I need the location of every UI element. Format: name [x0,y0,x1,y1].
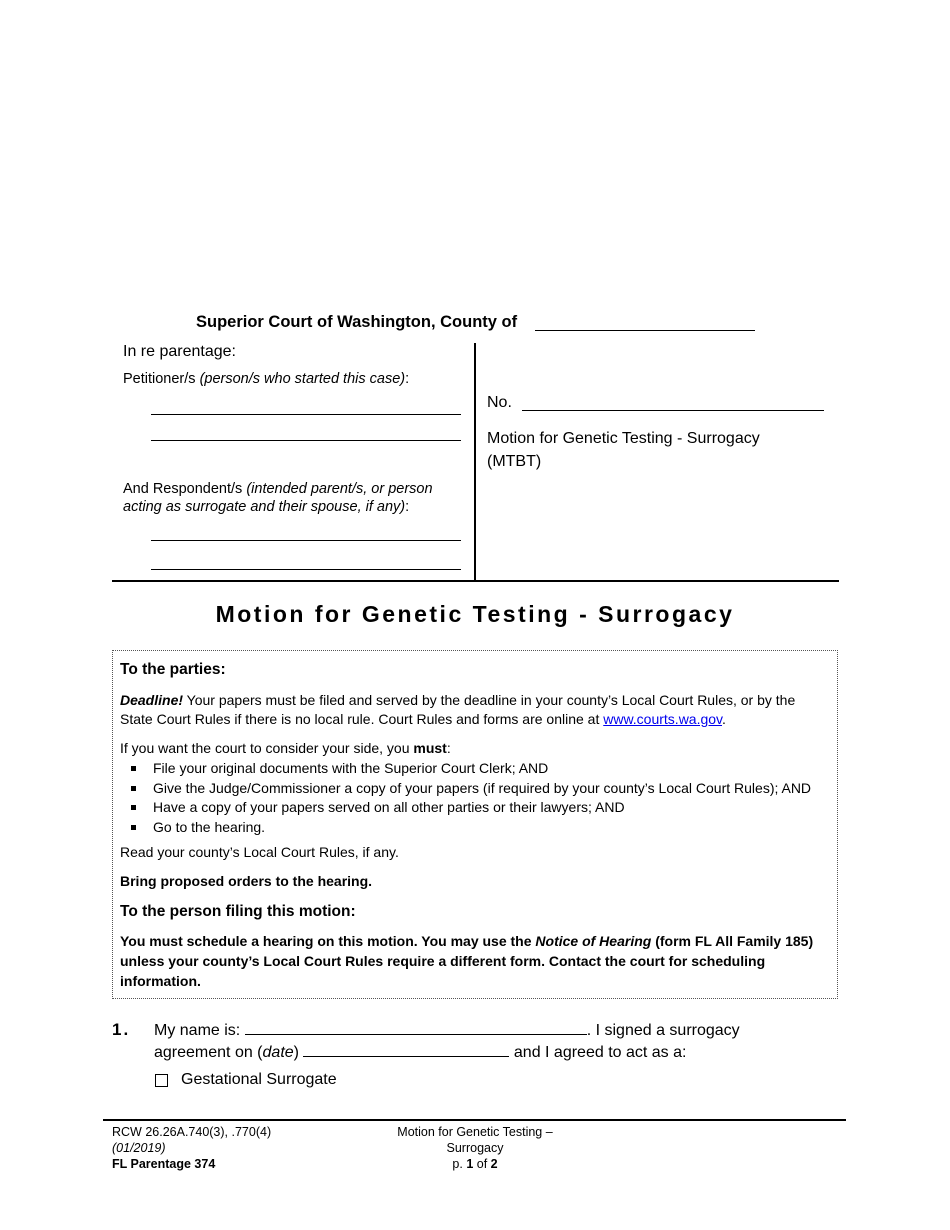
list-item [131,818,811,838]
bullet-icon [131,786,136,791]
footer-date: (01/2019) [112,1141,166,1155]
in-re-label: In re parentage: [123,343,236,360]
respondent-note: (intended parent/s, or person acting as surrogate and their spouse, if any) [123,481,433,515]
page-current: 1 [466,1157,474,1171]
agreement-close: ) [293,1044,299,1061]
petitioner-name-field-1[interactable] [151,414,461,415]
caption-title-line1: Motion for Genetic Testing - Surrogacy [487,430,760,447]
consider-text: If you want the court to consider your side, you [120,740,414,756]
list-item-text: Have a copy of your papers served on all other parties or their lawyers; AND [153,799,625,815]
local-rules-text: Read your county’s Local Court Rules, if any. [120,844,399,860]
respondent-name-field-2[interactable] [151,569,461,570]
bring-orders-text: Bring proposed orders to the hearing. [120,873,373,889]
caption-title-line2: (MTBT) [487,453,542,470]
court-title: Superior Court of Washington, County of [196,313,518,331]
footer-title [370,1124,580,1172]
deadline-end: . [722,711,726,727]
filer-heading: To the person filing this motion: [120,903,356,920]
list-item-text: Go to the hearing. [153,818,266,835]
petitioner-colon: : [405,371,410,387]
must-word: must [413,740,447,756]
page-number [370,1156,580,1172]
agreement-on-label: agreement on ( [154,1044,263,1061]
county-name-field[interactable] [535,330,755,331]
to-parties-heading: To the parties: [120,661,226,678]
date-word: date [262,1044,294,1061]
case-no-field[interactable] [522,410,824,411]
page-of: of [473,1157,491,1171]
gestational-surrogate-checkbox[interactable] [155,1074,168,1087]
schedule-paragraph [120,931,826,991]
agreed-text: and I agreed to act as a: [513,1044,687,1061]
bullet-icon [131,766,136,771]
footer-form-id: FL Parentage 374 [112,1157,216,1171]
respondent-label-text: And Respondent/s [123,481,243,497]
page-total: 2 [490,1157,498,1171]
petitioner-note: (person/s who started this case) [199,371,406,387]
page-prefix: p. [452,1157,467,1171]
list-item [131,779,811,799]
courts-link[interactable]: www.courts.wa.gov [603,711,723,727]
petitioner-name-field-2[interactable] [151,440,461,441]
respondent-colon: : [405,499,410,515]
deadline-label: Deadline! [120,692,184,708]
footer-title-line1: Motion for Genetic Testing – [397,1125,553,1139]
consider-end: : [446,740,451,756]
footer-form-info [112,1124,271,1172]
schedule-text-2: (form FL All Family 185) unless your county’s Local Court Rules require a different form. Contact the court for scheduling information. [120,933,814,989]
deadline-paragraph [120,691,820,729]
gestational-surrogate-label: Gestational Surrogate [181,1071,337,1088]
caption-document-title [487,427,817,473]
item-line-1 [154,1020,740,1040]
consider-paragraph [120,739,451,758]
footer-rcw: RCW 26.26A.740(3), .770(4) [112,1125,272,1139]
petitioner-label [123,371,409,387]
my-name-field[interactable] [245,1020,587,1035]
list-item-text: File your original documents with the Superior Court Clerk; AND [153,760,549,776]
respondent-label [123,480,468,516]
list-item [131,759,811,779]
footer-title-line2: Surrogacy [446,1141,504,1155]
agreement-date-field[interactable] [303,1042,509,1057]
signed-text: . I signed a surrogacy [586,1022,740,1039]
schedule-text-1: You must schedule a hearing on this motion. You may use the [120,933,536,949]
item-line-2 [154,1042,686,1062]
footer-rule [103,1119,846,1121]
my-name-label: My name is: [154,1022,241,1039]
bullet-icon [131,825,136,830]
deadline-text: Your papers must be filed and served by the deadline in your county’s Local Court Rules, or by the State Court Rules if there is no local rule. Court Rules and forms are online at [120,692,796,727]
caption-divider [474,343,476,581]
item-number: 1. [112,1020,131,1039]
page-title: Motion for Genetic Testing - Surrogacy [215,601,735,627]
petitioner-label-text: Petitioner/s [123,371,196,387]
bullet-icon [131,805,136,810]
list-item-text: Give the Judge/Commissioner a copy of your papers (if required by your county’s Local Court Rules); AND [153,779,812,796]
list-item [131,798,811,818]
case-no-label: No. [487,394,512,411]
respondent-name-field-1[interactable] [151,540,461,541]
caption-bottom-rule [112,580,839,582]
requirements-list [131,759,811,837]
notice-of-hearing: Notice of Hearing [535,933,652,949]
